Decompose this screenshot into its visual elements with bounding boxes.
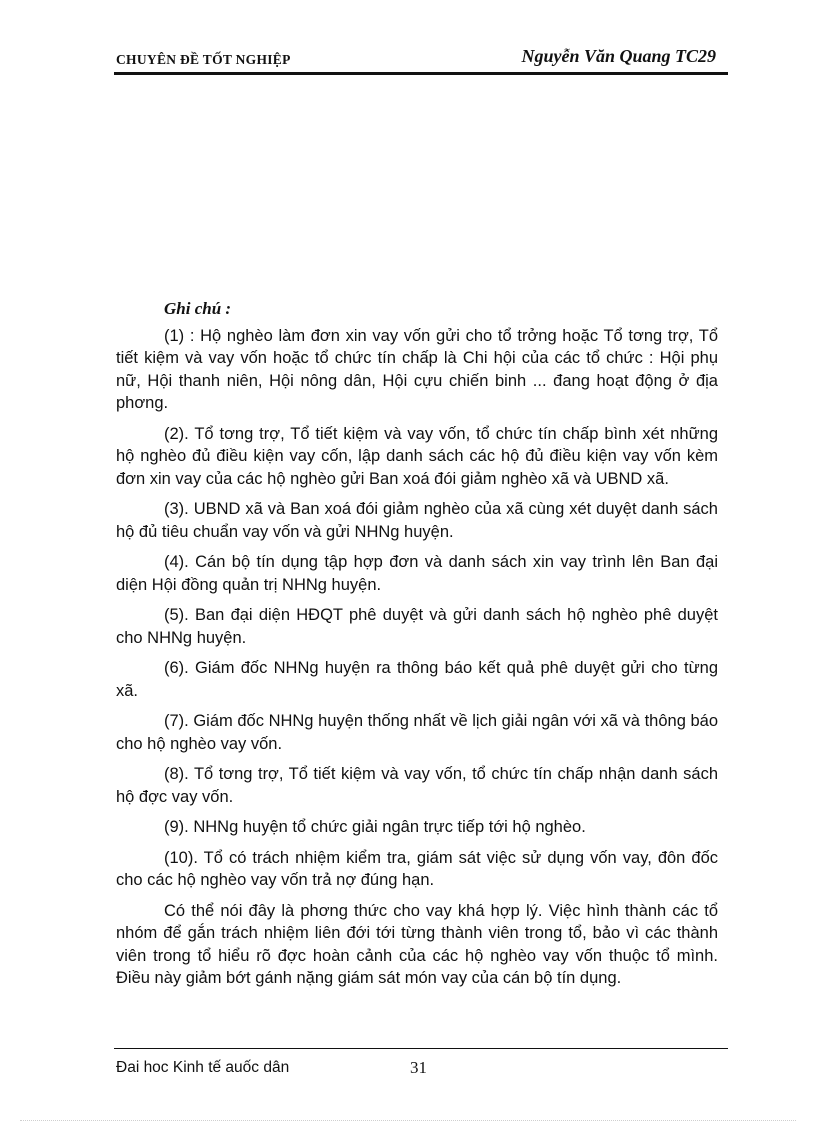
note-paragraph-4: (4). Cán bộ tín dụng tập hợp đơn và danh sách xin vay trình lên Ban đại diện Hội đồng quản trị NHNg huyện. [116,553,718,594]
bottom-dotted-border [20,1120,796,1121]
note-paragraph-3: (3). UBND xã và Ban xoá đói giảm nghèo của xã cùng xét duyệt danh sách hộ đủ tiêu chuẩn vay vốn và gửi NHNg huyện. [116,500,718,541]
header-author: Nguyễn Văn Quang TC29 [521,46,716,66]
note-paragraph-2: (2). Tổ tơng trợ, Tổ tiết kiệm và vay vốn, tổ chức tín chấp bình xét những hộ nghèo đủ điều kiện vay cốn, lập danh sách các hộ đủ điều kiện vay vốn kèm đơn xin vay của các hộ nghèo gửi Ban xoá đói giảm nghèo xã và UBND xã. [116,424,718,488]
header-doc-type: CHUYÊN ĐỀ TỐT NGHIỆP [116,52,291,67]
page-number: 31 [410,1058,427,1077]
footer-divider [114,1048,728,1049]
note-paragraph-9: (9). NHNg huyện tổ chức giải ngân trực tiếp tới hộ nghèo. [164,818,586,836]
main-content [116,298,718,998]
footer-institution: Đai hoc Kinh tế auốc dân [116,1059,290,1076]
note-paragraph-8: (8). Tổ tơng trợ, Tổ tiết kiệm và vay vốn, tổ chức tín chấp nhận danh sách hộ đợc vay vốn. [116,765,718,806]
conclusion-paragraph: Có thể nói đây là phơng thức cho vay khá hợp lý. Việc hình thành các tổ nhóm để gắn trách nhiệm liên đới tới từng thành viên trong tổ, bảo vì các thành viên trong tổ hiểu rõ đợc hoàn cảnh của các hộ nghèo vay vốn thuộc tổ mình. Điều này giảm bớt gánh nặng giám sát món vay của cán bộ tín dụng. [116,901,718,987]
note-paragraph-6: (6). Giám đốc NHNg huyện ra thông báo kết quả phê duyệt gửi cho từng xã. [116,659,718,700]
header-divider [114,72,728,75]
note-paragraph-1: (1) : Hộ nghèo làm đơn xin vay vốn gửi cho tổ trởng hoặc Tổ tơng trợ, Tổ tiết kiệm và vay vốn hoặc tổ chức tín chấp là Chi hội của các tổ chức : Hội phụ nữ, Hội thanh niên, Hội nông dân, Hội cựu chiến binh ... đang hoạt động ở địa phơng. [116,326,718,412]
notes-title: Ghi chú : [164,299,232,318]
note-paragraph-7: (7). Giám đốc NHNg huyện thống nhất về lịch giải ngân với xã và thông báo cho hộ nghèo vay vốn. [116,712,718,753]
note-paragraph-10: (10). Tổ có trách nhiệm kiểm tra, giám sát việc sử dụng vốn vay, đôn đốc cho các hộ nghèo vay vốn trả nợ đúng hạn. [116,848,718,889]
note-paragraph-5: (5). Ban đại diện HĐQT phê duyệt và gửi danh sách hộ nghèo phê duyệt cho NHNg huyện. [116,606,718,647]
